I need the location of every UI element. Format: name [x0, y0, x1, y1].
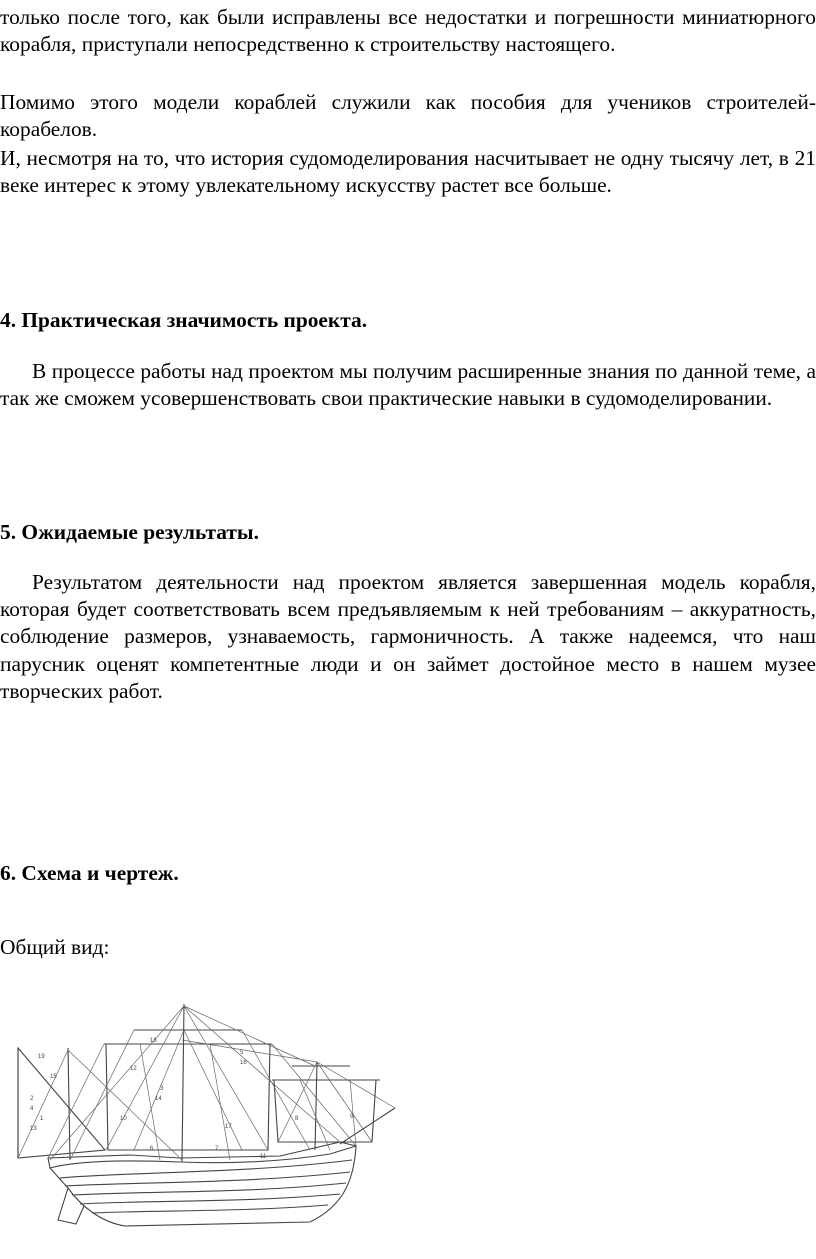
- label-4: 4: [30, 1106, 34, 1112]
- label-7: 7: [215, 1146, 219, 1152]
- label-14: 14: [155, 1096, 162, 1102]
- section-5-heading: 5. Ожидаемые результаты.: [0, 520, 259, 544]
- general-view-label: Общий вид:: [0, 935, 110, 959]
- label-18: 18: [150, 1038, 157, 1044]
- section-5-text: Результатом деятельности над проектом является завершенная модель корабля, которая будет соответствовать всем предъявляемым к ней требованиям – аккуратность, соблюдение размеров, узнаваемость, гармоничность. А также надеемся, что наш парусник оценят компетентные люди и он займет достойное место в нашем музее творческих работ.: [0, 570, 816, 703]
- ship-hull-group: [18, 1004, 395, 1226]
- label-2: 2: [30, 1096, 34, 1102]
- label-10: 10: [120, 1116, 127, 1122]
- label-3: 3: [160, 1086, 164, 1092]
- rigging-lines: [18, 1006, 395, 1160]
- label-17: 17: [225, 1124, 232, 1130]
- label-12: 12: [130, 1066, 137, 1072]
- label-9: 9: [350, 1114, 354, 1120]
- section-4-text: В процессе работы над проектом мы получим расширенные знания по данной теме, а так же сможем усовершенствовать свои практические навыки в судомоделировании.: [0, 359, 816, 411]
- label-15: 15: [50, 1074, 57, 1080]
- ship-drawing: [10, 1000, 410, 1240]
- section-6-heading: 6. Схема и чертеж.: [0, 861, 179, 885]
- intro-paragraph-3: И, несмотря на то, что история судомоделирования насчитывает не одну тысячу лет, в 21 веке интерес к этому увлекательному искусству растет все больше.: [0, 146, 816, 198]
- bowsprit: [340, 1108, 395, 1144]
- fore-mast: [315, 1062, 317, 1150]
- label-16: 16: [240, 1060, 247, 1066]
- rigging-group: [18, 1006, 395, 1160]
- intro-paragraph-1: только после того, как были исправлены все недостатки и погрешности миниатюрного корабля, приступали непосредственно к строительству настоящего.: [0, 5, 816, 57]
- label-19: 19: [38, 1054, 45, 1060]
- hull-planking: [60, 1160, 352, 1213]
- label-1: 1: [40, 1116, 44, 1122]
- label-8: 8: [295, 1116, 299, 1122]
- fore-sail: [274, 1080, 376, 1142]
- section-4-heading: 4. Практическая значимость проекта.: [0, 308, 368, 332]
- main-mast: [182, 1004, 184, 1162]
- label-5: 5: [240, 1050, 244, 1056]
- label-11: 11: [260, 1154, 267, 1160]
- intro-paragraph-2: Помимо этого модели кораблей служили как пособия для учеников строителей-корабелов.: [0, 90, 816, 142]
- rudder: [58, 1188, 84, 1224]
- mizzen-mast: [68, 1048, 70, 1160]
- label-6: 6: [150, 1146, 154, 1152]
- label-13: 13: [30, 1126, 37, 1132]
